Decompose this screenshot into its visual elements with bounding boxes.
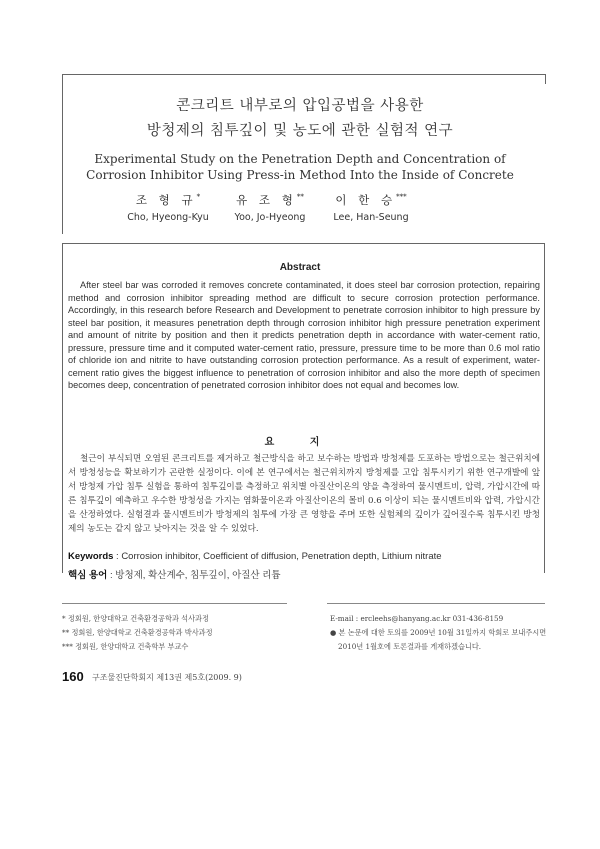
keywords-text: : Corrosion inhibitor, Coefficient of diffusion, Penetration depth, Lithium nitrate — [116, 551, 442, 562]
author-2-mark: ** — [296, 193, 304, 202]
author-3-mark: *** — [396, 193, 407, 202]
english-title-line-2: Corrosion Inhibitor Using Press-in Method Into the Inside of Concrete — [86, 168, 514, 182]
author-list — [0, 192, 600, 228]
author-2-korean-name: 유 조 형 — [236, 193, 297, 207]
author-3 — [311, 192, 431, 223]
korean-summary-heading: 요 지 — [264, 437, 336, 448]
korean-keywords-text: : 방청제, 확산계수, 침투깊이, 아질산 리튬 — [110, 570, 281, 581]
korean-summary-body: 철근이 부식되면 오염된 콘크리트를 제거하고 철근방식을 하고 보수하는 방법과 방청제를 도포하는 방법으로는 철근위치에서 방청성능을 확보하기가 곤란한 실정이다. 이에 본 연구에서는 철근위치까지 방청제를 고압 침투시키기 위한 연구개발에 앞서 방청제 가압 침투 실험을 통하여 침투깊이를 측정하고 위치별 아질산이온의 양을 측정하여 물시멘트비, 압력, 가압시간에 따른 침투깊이 예측하고 우수한 방청성을 가지는 염화물이온과 아질산이온의 몰비 0.6 이상이 되는 물시멘트비와 압력, 가압시간을 산정하였다. 실험결과 물시멘트비가 방청제의 침투에 가장 큰 영향을 주며 또한 실험체의 깊이가 깊어질수록 침투시킨 방청제의 농도는 같지 않고 낮아지는 것을 알 수 있었다. — [68, 454, 540, 534]
keywords-line — [68, 551, 442, 562]
author-affiliations — [62, 612, 282, 654]
author-1-english-name: Cho, Hyeong-Kyu — [127, 212, 209, 223]
korean-keywords-label: 핵심 용어 — [68, 570, 108, 581]
contact-email: E-mail : ercleehs@hanyang.ac.kr 031-436-8159 — [330, 614, 504, 623]
journal-citation: 구조물진단학회지 제13권 제5호(2009. 9) — [92, 673, 242, 682]
contact-info — [330, 612, 560, 654]
page-number: 160 — [62, 669, 84, 684]
abstract-heading: Abstract — [279, 262, 321, 273]
author-3-english-name: Lee, Han-Seung — [333, 212, 409, 223]
author-2-english-name: Yoo, Jo-Hyeong — [234, 212, 306, 223]
author-1-korean-name: 조 형 규 — [135, 193, 197, 207]
english-title-line-1: Experimental Study on the Penetration Depth and Concentration of — [94, 152, 506, 166]
footnote-1: * 정회원, 한양대학교 건축환경공학과 석사과정 — [62, 614, 209, 623]
korean-title-line-1: 콘크리트 내부로의 압입공법을 사용한 — [176, 98, 424, 114]
korean-keywords-line — [68, 567, 281, 581]
footnote-2: ** 정회원, 한양대학교 건축환경공학과 박사과정 — [62, 628, 213, 637]
discussion-note-2: 2010년 1월호에 토론결과를 게재하겠습니다. — [338, 642, 482, 651]
keywords-label: Keywords — [68, 551, 114, 562]
abstract-body: After steel bar was corroded it removes concrete contaminated, it does steel bar corrosion protection, repairing method and corrosion inhibitor spreading method are difficult to secure corrosion protection performance. Accordingly, in this research before Research and Development to penetrate corrosion inhibitor to high pressure by steel bar position, it measures penetration depth through corrosion inhibitor high pressure penetration experiment and amount of nitrite by position and then it predicts penetration depth in accordance with water-cement ratio, pressure, pressure time and it computed water-cement ratio, pressure, pressure time to be more than 0.6 mol ratio of chloride ion and nitrite to have outstanding corrosion protection performance. As a result of experiment, water-cement ratio gives the biggest influence to penetration of corrosion inhibitor and also the more depth of specimen becomes deep, concentration of penetrated corrosion inhibitor does not equal and becomes low. — [68, 280, 540, 390]
author-1-mark: * — [196, 193, 201, 202]
korean-title-line-2: 방청제의 침투깊이 및 농도에 관한 실험적 연구 — [146, 123, 454, 139]
footnote-divider-left — [62, 603, 287, 604]
footnote-3: *** 정회원, 한양대학교 건축학부 부교수 — [62, 642, 189, 651]
author-3-korean-name: 이 한 승 — [335, 193, 397, 207]
footnote-divider-right — [327, 603, 545, 604]
discussion-note-1: ● 본 논문에 대한 토의를 2009년 10월 31일까지 학회로 보내주시면 — [330, 628, 547, 637]
